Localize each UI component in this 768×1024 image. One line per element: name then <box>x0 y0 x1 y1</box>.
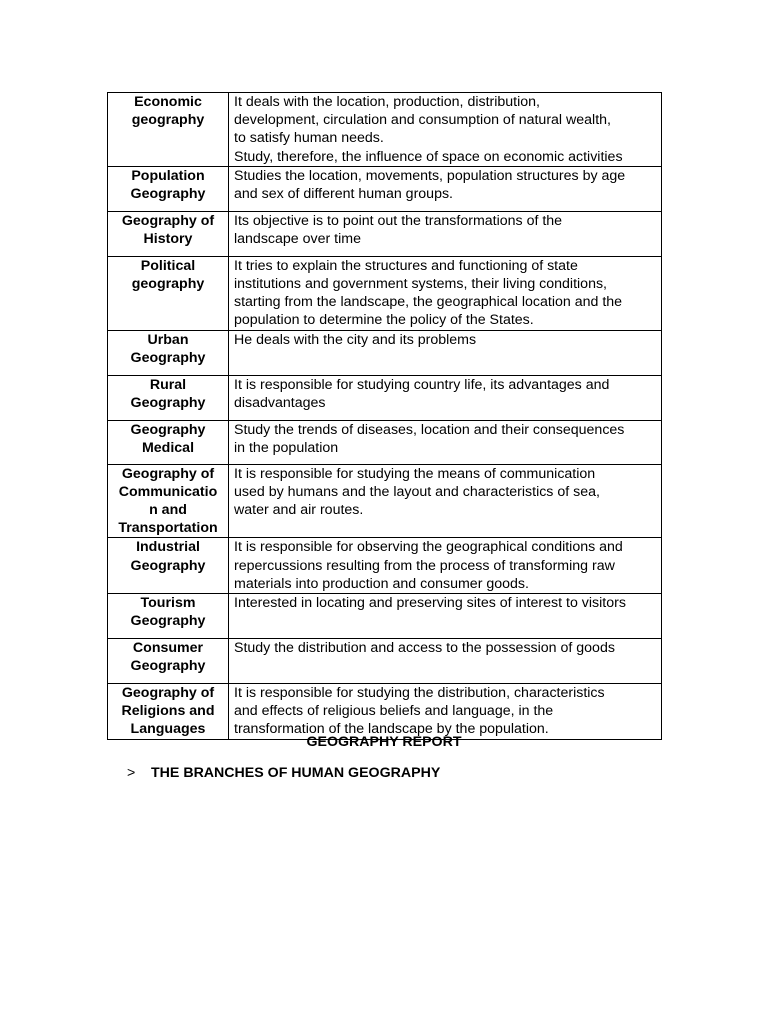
branch-name-line: geography <box>131 276 205 293</box>
report-title <box>0 733 768 751</box>
branch-description-line: repercussions resulting from the process of transforming raw <box>234 557 615 574</box>
branch-description-line: He deals with the city and its problems <box>234 331 477 348</box>
branch-name-cell <box>108 211 229 256</box>
branch-name-line: Geography of <box>121 465 215 482</box>
branch-description-line: transformation of the landscape by the population. <box>234 721 549 738</box>
table-row <box>108 211 662 256</box>
branch-description-line: Interested in locating and preserving sites of interest to visitors <box>234 595 626 612</box>
branch-name-line: Geography <box>130 421 206 438</box>
branches-table <box>107 92 662 740</box>
branch-description-cell <box>229 639 662 684</box>
branch-description-line: water and air routes. <box>234 502 364 519</box>
branch-description-cell <box>229 93 662 167</box>
branch-description-line: landscape over time <box>234 231 361 248</box>
branch-description-line: Studies the location, movements, population structures by age <box>234 167 626 184</box>
branch-description-line: and sex of different human groups. <box>234 186 453 203</box>
branch-name-line: n and <box>149 502 187 519</box>
branch-description-line: Study, therefore, the influence of space on economic activities <box>234 148 623 165</box>
branch-description-line: used by humans and the layout and characteristics of sea, <box>234 483 600 500</box>
branch-description-cell <box>229 420 662 464</box>
branch-description-cell <box>229 166 662 211</box>
table-row <box>108 538 662 594</box>
branch-description-line: starting from the landscape, the geographical location and the <box>234 294 623 311</box>
branch-name-line: Geography <box>130 394 206 411</box>
branch-description-cell <box>229 330 662 375</box>
branch-description-line: disadvantages <box>234 394 326 411</box>
branch-description-line: to satisfy human needs. <box>234 130 384 147</box>
branch-name-cell <box>108 93 229 167</box>
branch-name-line: Geography <box>130 557 206 574</box>
branch-name-line: Geography <box>130 658 206 675</box>
branch-name-line: Geography <box>130 186 206 203</box>
table-row <box>108 93 662 167</box>
table-row <box>108 594 662 639</box>
branch-description-line: It is responsible for studying the means of communication <box>234 465 596 482</box>
branch-name-cell <box>108 684 229 740</box>
table-row <box>108 256 662 330</box>
branch-name-cell <box>108 420 229 464</box>
branch-name-line: Economic <box>134 94 202 110</box>
table-row <box>108 464 662 538</box>
branch-description-line: Study the trends of diseases, location and their consequences <box>234 421 625 438</box>
branch-description-line: and effects of religious beliefs and language, in the <box>234 703 554 720</box>
branch-name-line: Geography of <box>121 212 215 229</box>
branch-name-line: Geography <box>130 349 206 366</box>
branch-description-line: It is responsible for observing the geographical conditions and <box>234 539 623 556</box>
table-row <box>108 639 662 684</box>
branch-name-line: Transportation <box>118 520 218 537</box>
section-heading-text: THE BRANCHES OF HUMAN GEOGRAPHY <box>151 765 441 781</box>
branch-description-line: materials into production and consumer goods. <box>234 575 529 592</box>
branch-description-line: It is responsible for studying country life, its advantages and <box>234 376 610 393</box>
branch-description-cell <box>229 594 662 639</box>
branch-description-cell <box>229 375 662 420</box>
branch-name-line: Languages <box>130 721 206 738</box>
branch-name-cell <box>108 330 229 375</box>
bullet-arrow-icon: > <box>127 765 136 781</box>
branch-name-cell <box>108 166 229 211</box>
table-row <box>108 375 662 420</box>
branch-name-line: Medical <box>141 439 195 456</box>
section-heading <box>127 764 440 782</box>
branch-name-line: Consumer <box>132 640 204 657</box>
branch-name-cell <box>108 538 229 594</box>
branch-description-line: It tries to explain the structures and functioning of state <box>234 257 578 274</box>
branch-name-line: Urban <box>147 331 189 348</box>
branch-name-line: Tourism <box>140 595 196 612</box>
branch-description-line: It is responsible for studying the distribution, characteristics <box>234 685 605 702</box>
table-row <box>108 684 662 740</box>
branch-description-cell <box>229 256 662 330</box>
branch-name-line: Geography <box>130 613 206 630</box>
branch-name-line: Geography of <box>121 685 215 702</box>
branch-name-cell <box>108 464 229 538</box>
branch-description-cell <box>229 464 662 538</box>
branch-description-line: Study the distribution and access to the possession of goods <box>234 640 615 657</box>
report-title-text: GEOGRAPHY REPORT <box>306 734 462 750</box>
branch-name-line: Industrial <box>136 539 200 556</box>
branch-name-line: History <box>143 231 193 248</box>
branch-description-line: It deals with the location, production, distribution, <box>234 94 540 110</box>
branch-description-line: institutions and government systems, their living conditions, <box>234 276 607 293</box>
branch-description-line: development, circulation and consumption of natural wealth, <box>234 112 611 129</box>
branch-description-cell <box>229 538 662 594</box>
branch-name-line: Population <box>131 167 205 184</box>
branch-name-cell <box>108 594 229 639</box>
branch-name-line: Political <box>140 257 196 274</box>
branch-name-line: Rural <box>149 376 187 393</box>
branch-name-cell <box>108 256 229 330</box>
branch-description-cell <box>229 211 662 256</box>
branch-name-cell <box>108 639 229 684</box>
branch-description-line: population to determine the policy of the States. <box>234 312 534 329</box>
branch-description-cell <box>229 684 662 740</box>
table-body <box>108 93 662 740</box>
branch-name-line: Religions and <box>121 703 215 720</box>
branch-name-cell <box>108 375 229 420</box>
table-row <box>108 330 662 375</box>
branch-description-line: in the population <box>234 439 339 456</box>
branch-description-line: Its objective is to point out the transformations of the <box>234 212 563 229</box>
table-row <box>108 420 662 464</box>
branch-name-line: geography <box>131 112 205 129</box>
branch-name-line: Communicatio <box>118 483 218 500</box>
table-row <box>108 166 662 211</box>
